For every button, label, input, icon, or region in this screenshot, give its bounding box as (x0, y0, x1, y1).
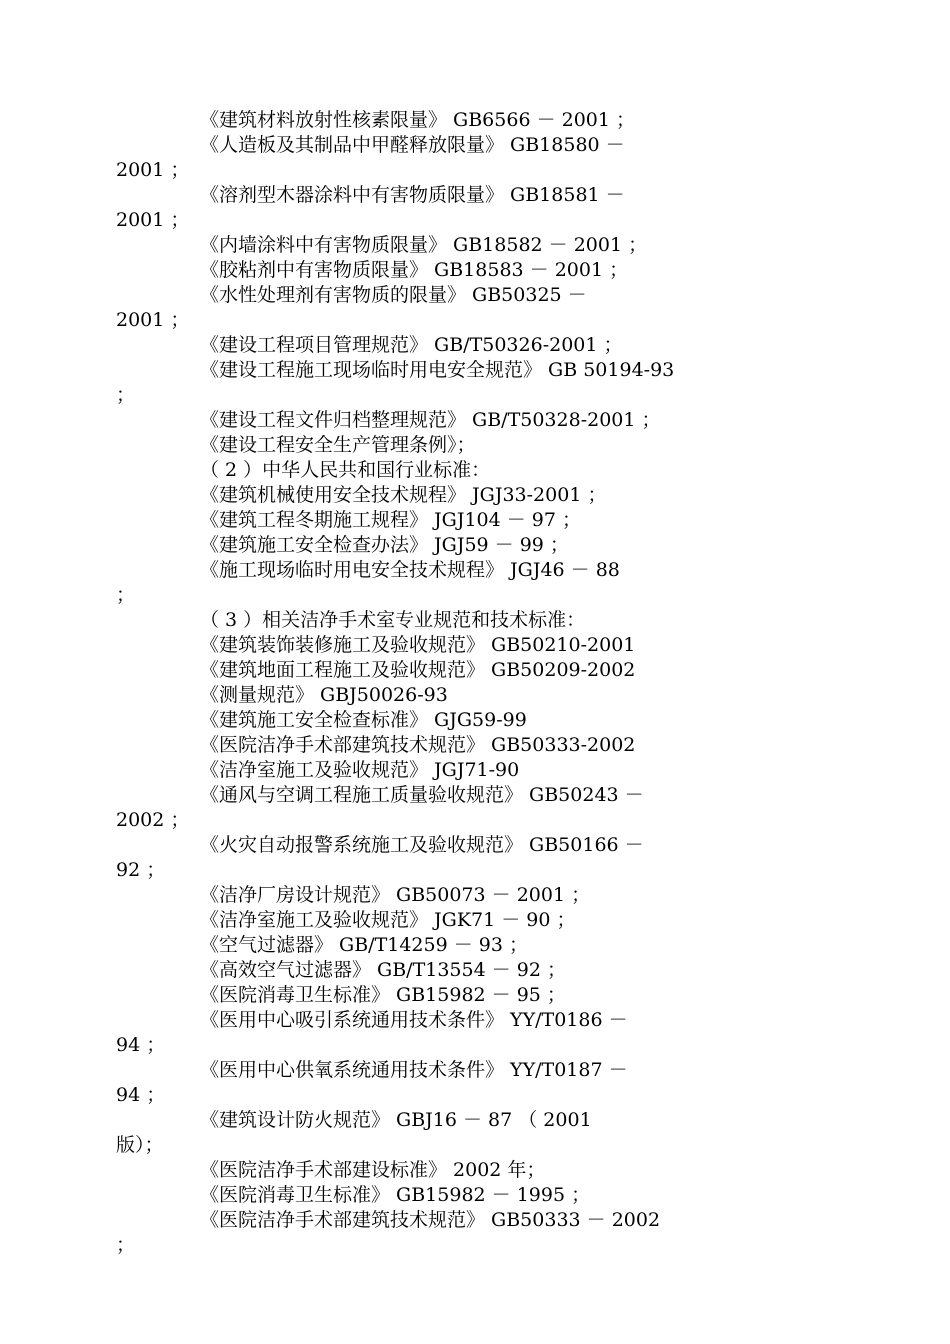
text-line: 《空气过滤器》 GB/T14259 － 93 ； (200, 934, 528, 956)
text-line: 《测量规范》 GBJ50026-93 (200, 684, 448, 706)
text-line: 94 ； (116, 1034, 166, 1056)
section-heading: （ 3 ）相关洁净手术室专业规范和技术标准： (200, 609, 586, 631)
text-line: 《溶剂型木器涂料中有害物质限量》 GB18581 － (200, 184, 625, 206)
text-line: 《建筑施工安全检查标准》 GJG59-99 (200, 709, 527, 731)
text-line: ； (116, 1234, 136, 1256)
text-line: 《洁净厂房设计规范》 GB50073 － 2001 ； (200, 884, 591, 906)
text-line: 《建筑施工安全检查办法》 JGJ59 － 99 ； (200, 534, 569, 556)
text-line: 《医院消毒卫生标准》 GB15982 － 95 ； (200, 984, 566, 1006)
text-line: 94 ； (116, 1084, 166, 1106)
text-line: 《医院洁净手术部建设标准》 2002 年； (200, 1159, 546, 1181)
text-line: 《胶粘剂中有害物质限量》 GB18583 － 2001 ； (200, 259, 629, 281)
text-line: 《高效空气过滤器》 GB/T13554 － 92 ； (200, 959, 566, 981)
text-line: 《建筑材料放射性核素限量》 GB6566 － 2001 ； (200, 109, 636, 131)
text-line: 《洁净室施工及验收规范》 JGJ71-90 (200, 759, 520, 781)
text-line: 2001 ； (116, 209, 190, 231)
text-line: 《洁净室施工及验收规范》 JGK71 － 90 ； (200, 909, 576, 931)
text-line: 版）； (116, 1134, 164, 1156)
section-heading: （ 2 ）中华人民共和国行业标准： (200, 459, 491, 481)
text-line: 《火灾自动报警系统施工及验收规范》 GB50166 － (200, 834, 644, 856)
text-line: 《医院洁净手术部建筑技术规范》 GB50333-2002 (200, 734, 636, 756)
text-line: 《建设工程项目管理规范》 GB/T50326-2001 ； (200, 334, 623, 356)
text-line: 《医用中心吸引系统通用技术条件》 YY/T0186 － (200, 1009, 628, 1031)
text-line: 《建设工程安全生产管理条例》； (200, 434, 476, 456)
text-line: 《通风与空调工程施工质量验收规范》 GB50243 － (200, 784, 644, 806)
text-line: 2001 ； (116, 159, 190, 181)
text-line: 92 ； (116, 859, 166, 881)
text-line: 《人造板及其制品中甲醛释放限量》 GB18580 － (200, 134, 625, 156)
text-line: 《建筑装饰装修施工及验收规范》 GB50210-2001 (200, 634, 636, 656)
text-line: 《建筑设计防火规范》 GBJ16 － 87 （ 2001 (200, 1109, 592, 1131)
text-line: 《医院洁净手术部建筑技术规范》 GB50333 － 2002 (200, 1209, 661, 1231)
text-line: 《建设工程施工现场临时用电安全规范》 GB 50194-93 (200, 359, 675, 381)
text-line: 《水性处理剂有害物质的限量》 GB50325 － (200, 284, 587, 306)
text-line: 《施工现场临时用电安全技术规程》 JGJ46 － 88 (200, 559, 620, 581)
text-line: 《医用中心供氧系统通用技术条件》 YY/T0187 － (200, 1059, 628, 1081)
text-line: 《建筑机械使用安全技术规程》 JGJ33-2001 ； (200, 484, 607, 506)
text-line: 《建筑地面工程施工及验收规范》 GB50209-2002 (200, 659, 636, 681)
text-line: ； (116, 384, 136, 406)
text-line: 2001 ； (116, 309, 190, 331)
text-line: 2002 ； (116, 809, 190, 831)
text-line: 《建设工程文件归档整理规范》 GB/T50328-2001 ； (200, 409, 661, 431)
text-line: ； (116, 584, 136, 606)
text-line: 《建筑工程冬期施工规程》 JGJ104 － 97 ； (200, 509, 582, 531)
text-line: 《内墙涂料中有害物质限量》 GB18582 － 2001 ； (200, 234, 648, 256)
text-line: 《医院消毒卫生标准》 GB15982 － 1995 ； (200, 1184, 591, 1206)
